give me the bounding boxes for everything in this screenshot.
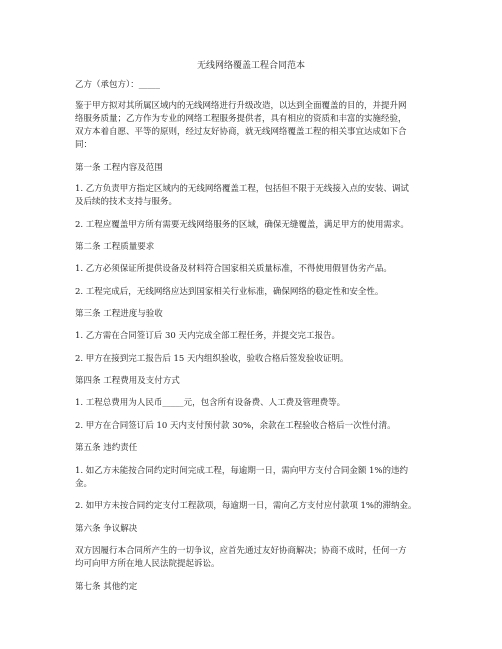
preamble-line-2: 络服务质量；乙方作为专业的网络工程服务提供者，具有相应的资质和丰富的实施经验， <box>75 114 407 124</box>
preamble-line-1: 鉴于甲方拟对其所属区域内的无线网络进行升级改造，以达到全面覆盖的目的，并提升网 <box>75 101 407 111</box>
party-b-line: 乙方（承包方）：_____ <box>75 80 161 90</box>
article-5-item-1-line-1: 1. 如乙方未能按合同约定时间完成工程，每逾期一日，需向甲方支付合同金额 1%的违约 <box>75 466 409 476</box>
article-3-heading: 第三条 工程进度与验收 <box>75 309 163 319</box>
article-5-item-2: 2. 如甲方未按合同约定支付工程款项，每逾期一日，需向乙方支付应付款项 1%的滞纳金。 <box>75 501 417 511</box>
article-2-heading: 第二条 工程质量要求 <box>75 242 155 252</box>
document-title: 无线网络覆盖工程合同范本 <box>196 61 305 71</box>
article-5-item-1-line-2: 金。 <box>75 479 93 489</box>
article-4-item-2: 2. 甲方在合同签订后 10 天内支付预付款 30%，余款在工程验收合格后一次性付清。 <box>75 421 396 431</box>
article-2-item-2: 2. 工程完成后，无线网络应达到国家相关行业标准，确保网络的稳定性和安全性。 <box>75 287 384 297</box>
article-7-heading: 第七条 其他约定 <box>75 582 138 592</box>
preamble-line-3: 双方本着自愿、平等的原则，经过友好协商，就无线网络覆盖工程的相关事宜达成如下合 <box>75 127 407 137</box>
article-1-heading: 第一条 工程内容及范围 <box>75 163 163 173</box>
article-6-heading: 第六条 争议解决 <box>75 524 138 534</box>
article-3-item-1: 1. 乙方需在合同签订后 30 天内完成全部工程任务，并提交完工报告。 <box>75 331 341 341</box>
article-6-text-line-1: 双方因履行本合同所产生的一切争议，应首先通过友好协商解决；协商不成时，任何一方 <box>75 546 407 556</box>
article-4-item-1: 1. 工程总费用为人民币_____元，包含所有设备费、人工费及管理费等。 <box>75 398 346 408</box>
article-1-item-1-line-2: 及后续的技术支持与服务。 <box>75 197 178 207</box>
article-2-item-1: 1. 乙方必须保证所提供设备及材料符合国家相关质量标准，不得使用假冒伪劣产品。 <box>75 264 392 274</box>
article-1-item-2: 2. 工程应覆盖甲方所有需要无线网络服务的区域，确保无缝覆盖，满足甲方的使用需求。 <box>75 220 409 230</box>
preamble-line-4: 同： <box>75 140 93 150</box>
article-1-item-1-line-1: 1. 乙方负责甲方指定区域内的无线网络覆盖工程，包括但不限于无线接入点的安装、调试 <box>75 184 409 194</box>
article-5-heading: 第五条 违约责任 <box>75 443 138 453</box>
article-3-item-2: 2. 甲方在接到完工报告后 15 天内组织验收，验收合格后签发验收证明。 <box>75 354 349 364</box>
article-6-text-line-2: 均可向甲方所在地人民法院提起诉讼。 <box>75 559 220 569</box>
article-4-heading: 第四条 工程费用及支付方式 <box>75 376 180 386</box>
